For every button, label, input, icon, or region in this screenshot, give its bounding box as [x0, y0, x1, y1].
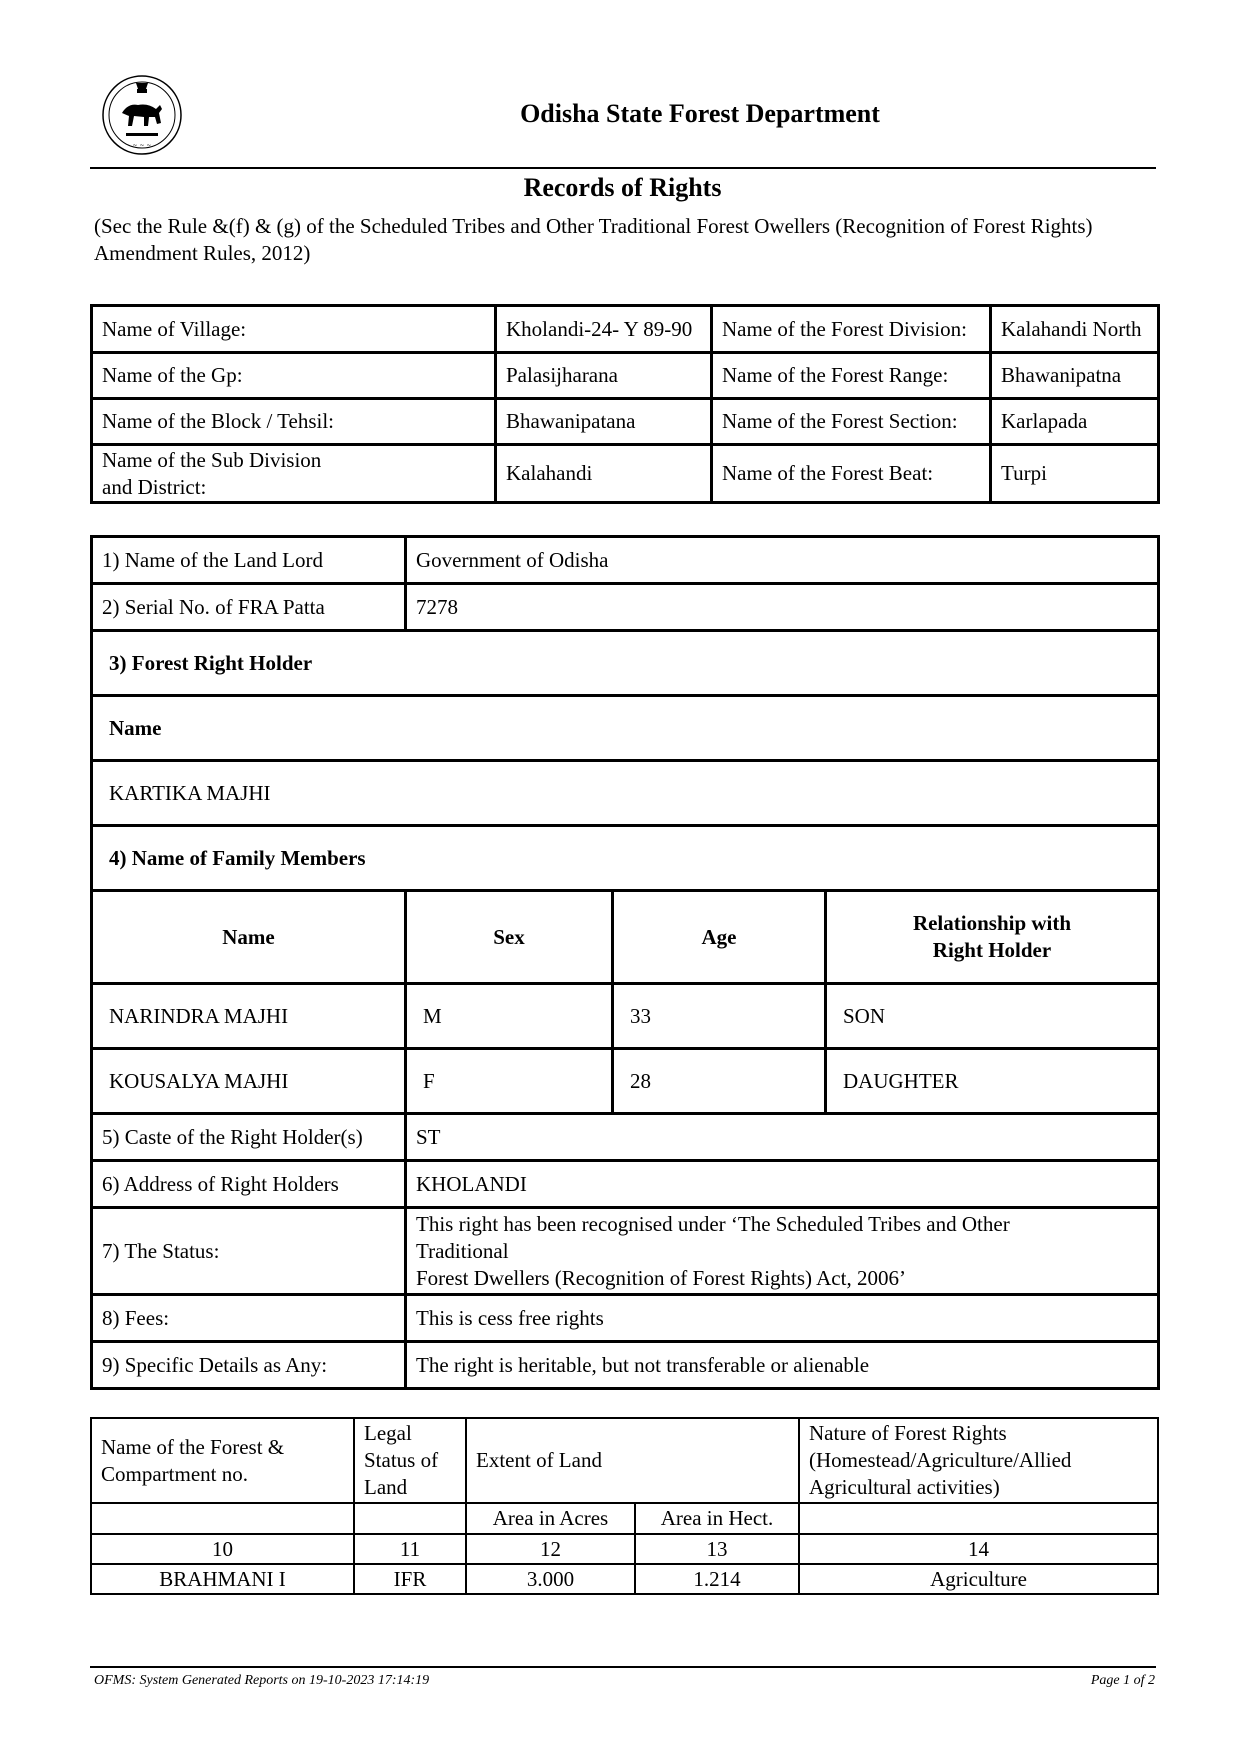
holder-name: KARTIKA MAJHI	[92, 761, 1159, 826]
village-label: Name of Village:	[92, 306, 496, 353]
col-number: 12	[466, 1534, 635, 1564]
footer-divider	[90, 1666, 1156, 1668]
rights-details-table	[90, 535, 1160, 1390]
landlord-label: 1) Name of the Land Lord	[92, 537, 406, 584]
col-legal-status: Legal Status of Land	[354, 1418, 466, 1503]
col-extent-of-land: Extent of Land	[466, 1418, 799, 1503]
table-row	[91, 1564, 1158, 1594]
table-row	[92, 984, 1159, 1049]
family-heading: 4) Name of Family Members	[92, 826, 1159, 891]
division-label: Name of the Forest Division:	[712, 306, 991, 353]
member-relation: SON	[826, 984, 1159, 1049]
serial-value: 7278	[406, 584, 1159, 631]
col-area-hect: Area in Hect.	[635, 1503, 799, 1534]
fees-value: This is cess free rights	[406, 1295, 1159, 1342]
caste-value: ST	[406, 1114, 1159, 1161]
member-sex: F	[406, 1049, 613, 1114]
land-acres: 3.000	[466, 1564, 635, 1594]
gp-value: Palasijharana	[496, 353, 712, 399]
location-table	[90, 304, 1160, 504]
land-legal: IFR	[354, 1564, 466, 1594]
member-age: 33	[613, 984, 826, 1049]
range-label: Name of the Forest Range:	[712, 353, 991, 399]
family-col-age: Age	[613, 891, 826, 984]
member-name: NARINDRA MAJHI	[92, 984, 406, 1049]
member-age: 28	[613, 1049, 826, 1114]
col-number: 13	[635, 1534, 799, 1564]
table-row	[92, 1049, 1159, 1114]
member-sex: M	[406, 984, 613, 1049]
holder-heading: 3) Forest Right Holder	[92, 631, 1159, 696]
family-col-sex: Sex	[406, 891, 613, 984]
family-col-relationship: Relationship with Right Holder	[826, 891, 1159, 984]
col-forest-compartment: Name of the Forest & Compartment no.	[91, 1418, 354, 1503]
col-number: 10	[91, 1534, 354, 1564]
col-area-acres: Area in Acres	[466, 1503, 635, 1534]
holder-name-heading: Name	[92, 696, 1159, 761]
subdivision-label: Name of the Sub Division and District:	[92, 445, 496, 503]
generated-timestamp: OFMS: System Generated Reports on 19-10-2023 17:14:19	[94, 1673, 430, 1688]
block-label: Name of the Block / Tehsil:	[92, 399, 496, 445]
division-value: Kalahandi North	[991, 306, 1159, 353]
col-number: 11	[354, 1534, 466, 1564]
land-table	[90, 1417, 1159, 1595]
status-value	[406, 1208, 1159, 1295]
status-line: Traditional	[416, 1238, 509, 1263]
page-number: Page 1 of 2	[1090, 1673, 1155, 1688]
section-label: Name of the Forest Section:	[712, 399, 991, 445]
landlord-value: Government of Odisha	[406, 537, 1159, 584]
department-name: Odisha State Forest Department	[520, 99, 880, 128]
subdivision-value: Kalahandi	[496, 445, 712, 503]
specific-label: 9) Specific Details as Any:	[92, 1342, 406, 1389]
land-hect: 1.214	[635, 1564, 799, 1594]
svg-text:~ ~ ~: ~ ~ ~	[132, 142, 152, 149]
page-subtitle: (Sec the Rule &(f) & (g) of the Scheduled Tribes and Other Traditional Forest Owellers (Recognition of Forest Rights) Amendment Rules, 2012)	[94, 214, 1093, 265]
fees-label: 8) Fees:	[92, 1295, 406, 1342]
specific-value: The right is heritable, but not transferable or alienable	[406, 1342, 1159, 1389]
block-value: Bhawanipatana	[496, 399, 712, 445]
beat-value: Turpi	[991, 445, 1159, 503]
land-nature: Agriculture	[799, 1564, 1158, 1594]
header-divider	[90, 167, 1156, 169]
serial-label: 2) Serial No. of FRA Patta	[92, 584, 406, 631]
village-value: Kholandi-24- Y 89-90	[496, 306, 712, 353]
page-title: Records of Rights	[523, 173, 722, 202]
col-nature-of-rights: Nature of Forest Rights (Homestead/Agriculture/Allied Agricultural activities)	[799, 1418, 1158, 1503]
status-line: This right has been recognised under ‘The Scheduled Tribes and Other	[416, 1211, 1010, 1236]
status-label: 7) The Status:	[92, 1208, 406, 1295]
range-value: Bhawanipatna	[991, 353, 1159, 399]
member-name: KOUSALYA MAJHI	[92, 1049, 406, 1114]
land-forest: BRAHMANI I	[91, 1564, 354, 1594]
status-line: Forest Dwellers (Recognition of Forest Rights) Act, 2006’	[416, 1265, 906, 1290]
beat-label: Name of the Forest Beat:	[712, 445, 991, 503]
gp-label: Name of the Gp:	[92, 353, 496, 399]
address-value: KHOLANDI	[406, 1161, 1159, 1208]
caste-label: 5) Caste of the Right Holder(s)	[92, 1114, 406, 1161]
member-relation: DAUGHTER	[826, 1049, 1159, 1114]
section-value: Karlapada	[991, 399, 1159, 445]
family-col-name: Name	[92, 891, 406, 984]
col-number: 14	[799, 1534, 1158, 1564]
address-label: 6) Address of Right Holders	[92, 1161, 406, 1208]
